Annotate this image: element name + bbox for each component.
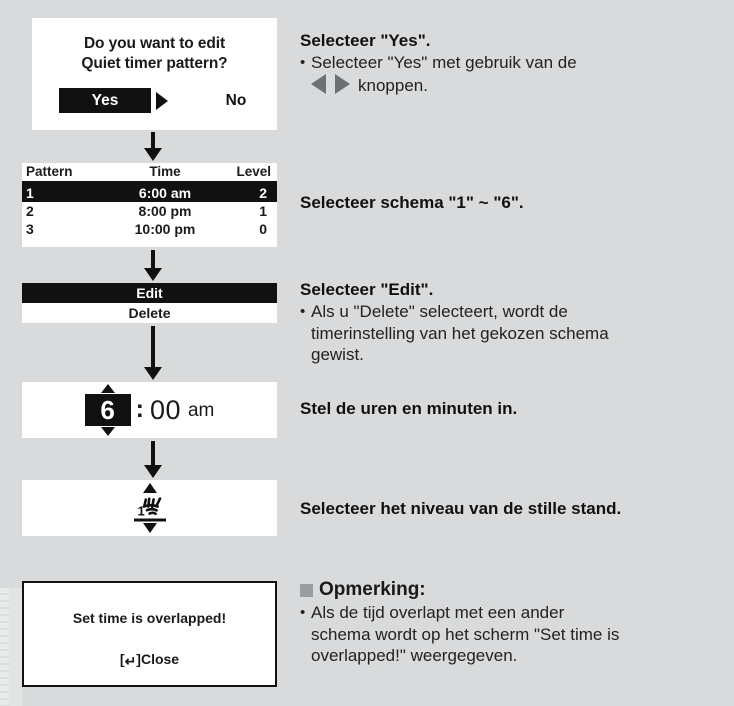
bullet-dot: • <box>300 54 306 71</box>
table-row[interactable] <box>22 202 277 220</box>
menu-item-edit[interactable]: Edit <box>22 283 277 303</box>
step-1-bullet-line1: Selecteer "Yes" met gebruik van de <box>311 53 577 72</box>
arrow-head <box>144 367 162 380</box>
column-header-level: Level <box>220 163 277 183</box>
close-button[interactable] <box>24 626 275 670</box>
close-bracket-close: ] <box>136 651 141 667</box>
step-1-bullet <box>300 52 730 96</box>
confirm-buttons-row <box>32 88 277 114</box>
time-display <box>22 382 277 438</box>
confirm-message-line2: Quiet timer pattern? <box>81 55 228 72</box>
confirm-message <box>32 18 277 74</box>
step-3-bullet <box>300 301 730 366</box>
note-bullet-text <box>311 602 730 667</box>
page-edge-shadow <box>9 588 22 706</box>
arrow-left-icon <box>311 74 326 94</box>
flow-arrow-down <box>147 326 159 380</box>
cell-level: 0 <box>259 221 267 237</box>
step-3-bullet-line1: Als u "Delete" selecteert, wordt de <box>311 302 568 321</box>
flow-arrow-down <box>147 132 159 161</box>
time-setting-panel <box>22 382 277 438</box>
cell-time: 6:00 am <box>110 183 220 203</box>
note-section <box>300 578 730 667</box>
arrow-head <box>144 268 162 281</box>
close-label: Close <box>140 651 180 667</box>
column-header-pattern: Pattern <box>22 163 110 183</box>
instruction-step-3 <box>300 279 730 366</box>
return-icon: ↵ <box>124 653 137 669</box>
step-1-bullet-text <box>311 52 730 96</box>
pattern-table <box>22 163 277 238</box>
cell-level: 2 <box>220 183 277 203</box>
menu-item-delete[interactable]: Delete <box>128 305 171 321</box>
note-heading-text: Opmerking: <box>319 579 426 600</box>
minute-value[interactable]: 00 <box>149 394 181 425</box>
instruction-step-1 <box>300 30 730 96</box>
arrow-shaft <box>151 250 155 269</box>
arrow-right-icon <box>335 74 350 94</box>
arrow-shaft <box>151 326 155 368</box>
arrow-shaft <box>151 441 155 466</box>
step-3-bullet-line2: timerinstelling van het gekozen schema <box>311 323 609 343</box>
chevron-up-icon[interactable] <box>101 384 115 393</box>
note-bullet-line3: overlapped!" weergegeven. <box>311 646 518 665</box>
quiet-level-icon <box>122 481 178 535</box>
quiet-level-selector[interactable] <box>22 480 277 536</box>
step-3-heading: Selecteer "Edit". <box>300 280 434 299</box>
cell-level: 1 <box>259 203 267 219</box>
instruction-step-4 <box>300 398 730 420</box>
cell-time: 8:00 pm <box>138 203 192 219</box>
hour-value: 6 <box>85 394 131 426</box>
hour-stepper[interactable] <box>85 382 131 438</box>
quiet-level-panel <box>22 480 277 536</box>
step-1-heading: Selecteer "Yes". <box>300 31 431 50</box>
pattern-table-panel <box>22 163 277 247</box>
table-header-row <box>22 163 277 183</box>
quiet-level-value: 1 <box>137 503 145 519</box>
cell-pattern: 2 <box>26 203 34 219</box>
yes-button[interactable]: Yes <box>59 88 151 113</box>
bullet-dot: • <box>300 604 306 621</box>
note-heading <box>300 578 730 602</box>
column-header-time: Time <box>110 163 220 183</box>
table-row[interactable] <box>22 183 277 203</box>
instruction-step-2 <box>300 192 730 214</box>
flow-arrow-down <box>147 250 159 281</box>
arrow-shaft <box>151 132 155 149</box>
chevron-down-icon[interactable] <box>101 427 115 436</box>
close-bracket-open: [ <box>119 651 125 667</box>
flow-arrow-down <box>147 441 159 478</box>
no-button[interactable]: No <box>225 92 247 109</box>
confirm-message-line1: Do you want to edit <box>83 35 226 52</box>
step-4-heading: Stel de uren en minuten in. <box>300 399 518 418</box>
ampm-value[interactable]: am <box>187 399 215 421</box>
table-row[interactable] <box>22 220 277 238</box>
step-3-bullet-text <box>311 301 730 366</box>
edit-delete-menu-panel <box>22 283 277 323</box>
step-2-heading: Selecteer schema "1" ~ "6". <box>300 193 524 212</box>
note-bullet-line2: schema wordt op het scherm "Set time is <box>311 624 620 644</box>
step-3-bullet-line3: gewist. <box>311 345 364 364</box>
cell-pattern: 1 <box>22 183 110 203</box>
left-right-buttons-icon <box>311 74 350 94</box>
page-edge-strip <box>0 588 9 706</box>
note-bullet-line1: Als de tijd overlapt met een ander <box>311 603 565 622</box>
instruction-step-5 <box>300 498 730 520</box>
alert-message: Set time is overlapped! <box>72 610 227 626</box>
confirm-dialog-panel <box>32 18 277 130</box>
overlap-alert-dialog <box>22 581 277 687</box>
quiet-fan-level-icon <box>122 481 178 535</box>
cell-time: 10:00 pm <box>134 221 196 237</box>
note-bullet <box>300 602 730 667</box>
bullet-dot: • <box>300 303 306 320</box>
cell-pattern: 3 <box>26 221 34 237</box>
step-1-bullet-line2: knoppen. <box>358 75 428 95</box>
note-square-icon <box>300 584 313 597</box>
step-5-heading: Selecteer het niveau van de stille stand. <box>300 499 622 518</box>
arrow-head <box>144 148 162 161</box>
time-colon: : <box>135 394 144 423</box>
arrow-head <box>144 465 162 478</box>
cursor-right-icon <box>156 92 168 110</box>
